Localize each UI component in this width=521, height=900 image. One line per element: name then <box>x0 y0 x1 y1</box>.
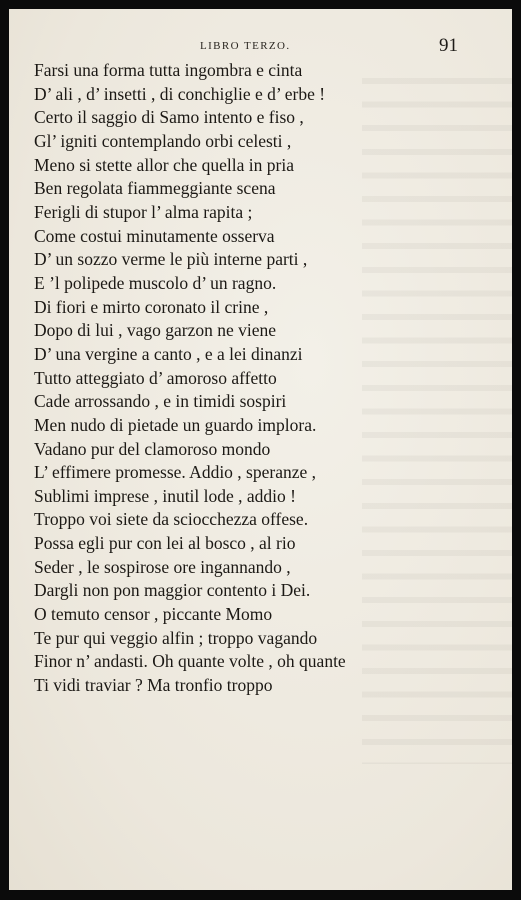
verse-line: Di fiori e mirto coronato il crine , <box>34 296 269 317</box>
verse-line: D’ ali , d’ insetti , di conchiglie e d’ erbe ! <box>34 83 326 104</box>
verse-line: D’ un sozzo verme le più interne parti , <box>34 249 308 270</box>
verse-line: Gl’ igniti contemplando orbi celesti , <box>34 130 292 151</box>
verse-line: Dopo di lui , vago garzon ne viene <box>34 320 277 341</box>
verse-line: Come costui minutamente osserva <box>34 225 275 246</box>
poem-text <box>34 59 346 698</box>
verse-line: Seder , le sospirose ore ingannando , <box>34 556 291 577</box>
verse-line: Ben regolata fiammeggiante scena <box>34 178 276 199</box>
verse-line: Vadano pur del clamoroso mondo <box>34 438 271 459</box>
verse-line: Tutto atteggiato d’ amoroso affetto <box>34 367 277 388</box>
show-through-shadow <box>362 64 512 764</box>
verse-line: Meno si stette allor che quella in pria <box>34 154 294 175</box>
page-number: 91 <box>439 35 458 56</box>
verse-line: Cade arrossando , e in timidi sospiri <box>34 391 287 412</box>
verse-line: Possa egli pur con lei al bosco , al rio <box>34 533 296 554</box>
verse-line: L’ effimere promesse. Addio , speranze , <box>34 462 317 483</box>
verse-line: Ti vidi traviar ? Ma tronfio troppo <box>34 675 273 696</box>
verse-line: Certo il saggio di Samo intento e fiso , <box>34 107 304 128</box>
page-header <box>9 35 512 59</box>
verse-line: D’ una vergine a canto , e a lei dinanzi <box>34 343 303 364</box>
verse-line: Men nudo di pietade un guardo implora. <box>34 414 317 435</box>
verse-line: O temuto censor , piccante Momo <box>34 604 273 625</box>
verse-line: Farsi una forma tutta ingombra e cinta <box>34 60 303 80</box>
verse-line: Troppo voi siete da sciocchezza offese. <box>34 509 309 530</box>
verse-line: Dargli non pon maggior contento i Dei. <box>34 580 311 601</box>
verse-line: E ’l polipede muscolo d’ un ragno. <box>34 272 277 293</box>
verse-line: Finor n’ andasti. Oh quante volte , oh quante <box>34 651 346 672</box>
verse-line: Sublimi imprese , inutil lode , addio ! <box>34 485 296 506</box>
verse-line: Ferigli di stupor l’ alma rapita ; <box>34 201 253 222</box>
verse-line: Te pur qui veggio alfin ; troppo vagando <box>34 627 318 648</box>
book-page <box>9 9 512 890</box>
running-head: LIBRO TERZO. <box>200 40 291 52</box>
